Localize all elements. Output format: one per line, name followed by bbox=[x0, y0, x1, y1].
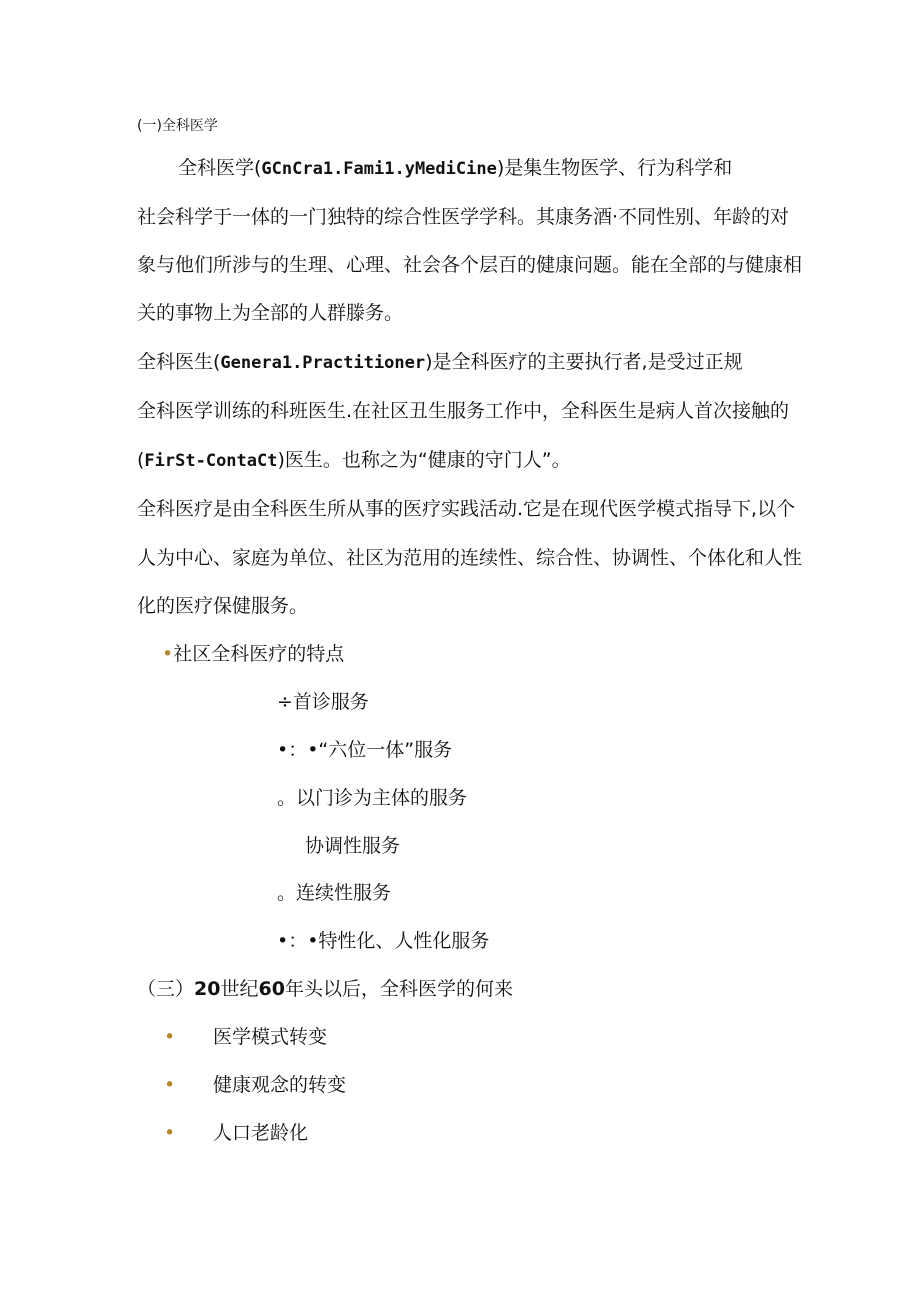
paragraph-1-line-4: 关的事物上为全部的人群滕务。 bbox=[137, 302, 404, 324]
p2-english-term-2: FirSt-ContaCt bbox=[144, 451, 278, 471]
feature-item-continuity: 。连续性服务 bbox=[277, 882, 392, 904]
paragraph-1-line-2: 社会科学于一体的一门独特的综合性医学学科。其康务酒·不同性别、年龄的对 bbox=[137, 206, 790, 228]
features-title: 社区全科医疗的特点 bbox=[173, 643, 345, 665]
cause-bullet-1: • bbox=[164, 1026, 176, 1048]
feature-item-first-visit: ÷首诊服务 bbox=[277, 691, 369, 713]
p1-text-post: )是集生物医学、行为科学和 bbox=[496, 157, 733, 179]
paragraph-1-line-1 bbox=[178, 156, 732, 181]
features-heading bbox=[162, 642, 344, 666]
paragraph-2-line-3 bbox=[137, 448, 571, 473]
cause-bullet-2: • bbox=[164, 1074, 176, 1096]
section-3-post: 年头以后，全科医学的何来 bbox=[284, 978, 513, 1000]
p2-english-term: Genera1.Practitioner bbox=[220, 353, 426, 373]
feature-item-outpatient: 。以门诊为主体的服务 bbox=[277, 787, 468, 809]
feature-item-personalized: •：•特性化、人性化服务 bbox=[277, 930, 490, 952]
p1-text-pre: 全科医学( bbox=[178, 157, 262, 179]
section-3-pre: （三） bbox=[137, 978, 195, 1000]
p2-l3-pre: ( bbox=[137, 449, 145, 471]
p2-text-post: )是全科医疗的主要执行者,是受过正规 bbox=[425, 351, 743, 373]
cause-item-medical-model: 医学模式转变 bbox=[213, 1026, 328, 1048]
paragraph-3-line-1: 全科医疗是由全科医生所从事的医疗实践活动.它是在现代医学模式指导下,以个 bbox=[137, 498, 796, 520]
p2-text-pre: 全科医生( bbox=[137, 351, 221, 373]
paragraph-2-line-1 bbox=[137, 350, 743, 375]
cause-item-aging: 人口老龄化 bbox=[213, 1122, 309, 1144]
paragraph-3-line-3: 化的医疗保健服务。 bbox=[137, 595, 309, 617]
section-3-num2: 60 bbox=[258, 978, 285, 1000]
section-3-heading bbox=[137, 977, 513, 1001]
feature-item-six-in-one: •：•“六位一体”服务 bbox=[277, 739, 453, 761]
feature-item-coordination: 协调性服务 bbox=[305, 835, 401, 857]
paragraph-1-line-3: 象与他们所涉与的生理、心理、社会各个层百的健康问题。能在全部的与健康相 bbox=[137, 254, 803, 276]
section-heading-general-medicine: (一)全科医学 bbox=[137, 118, 218, 134]
cause-item-health-concept: 健康观念的转变 bbox=[213, 1074, 347, 1096]
cause-bullet-3: • bbox=[164, 1122, 176, 1144]
section-3-mid: 世纪 bbox=[220, 978, 259, 1000]
p2-l3-post: )医生。也称之为“健康的守门人”。 bbox=[277, 449, 571, 471]
paragraph-2-line-2: 全科医学训练的科班医生.在社区丑生服务工作中，全科医生是病人首次接触的 bbox=[137, 400, 790, 422]
features-bullet: • bbox=[162, 643, 174, 665]
section-3-num1: 20 bbox=[194, 978, 221, 1000]
paragraph-3-line-2: 人为中心、家庭为单位、社区为范用的连续性、综合性、协调性、个体化和人性 bbox=[137, 547, 803, 569]
p1-english-term: GCnCra1.Fami1.yMediCine bbox=[261, 159, 497, 179]
